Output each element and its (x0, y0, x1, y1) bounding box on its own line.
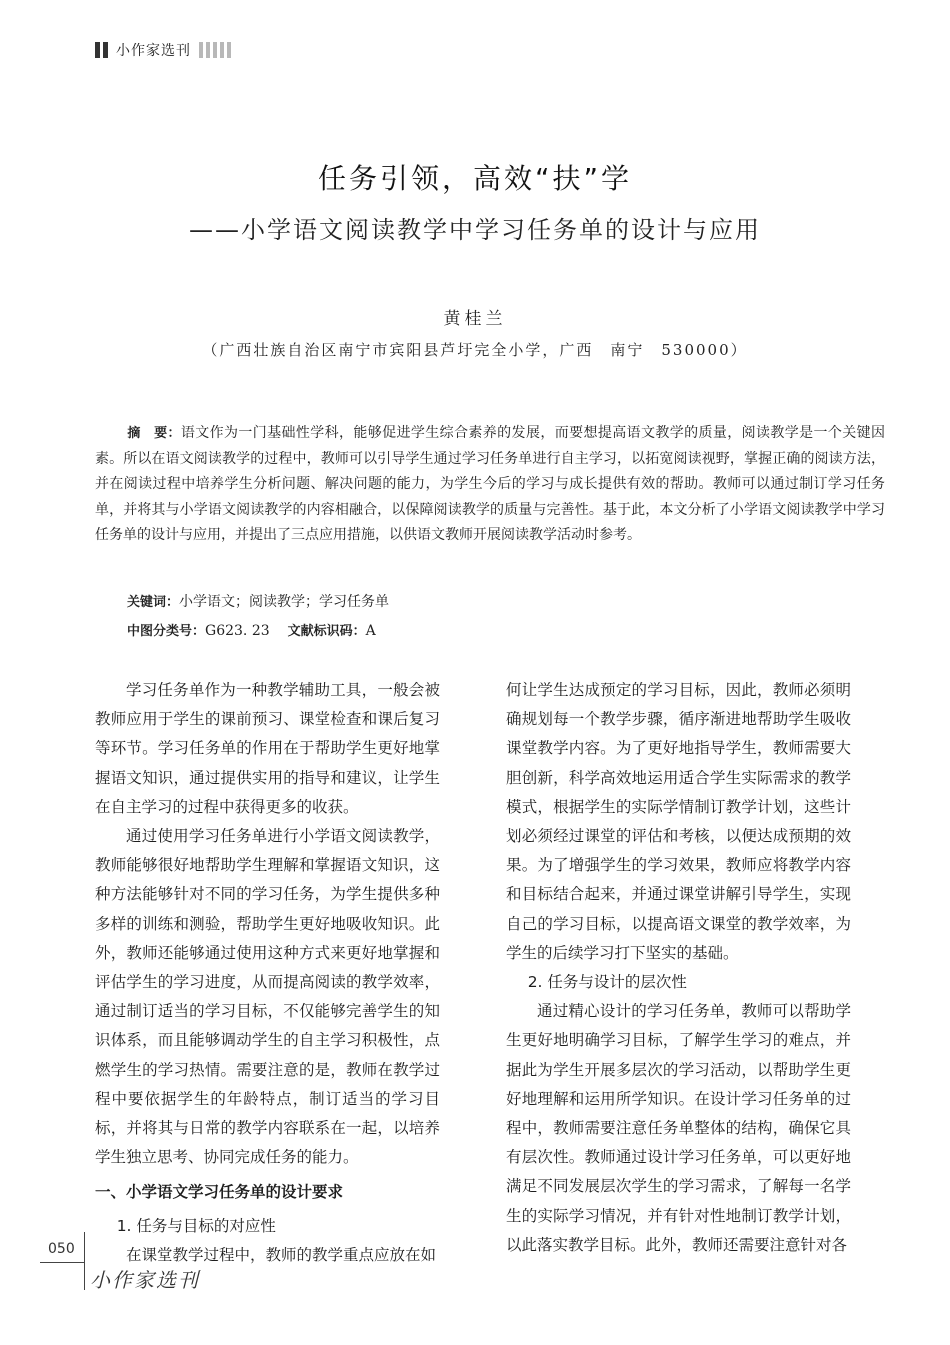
footer-journal-logo: 小作家选刊 (90, 1268, 200, 1292)
keywords-label: 关键词： (127, 595, 180, 610)
footer-rule-horizontal (40, 1262, 84, 1263)
author-name: 黄桂兰 (443, 309, 507, 329)
abstract-label: 摘 要： (127, 426, 181, 441)
body-paragraph: 何让学生达成预定的学习目标，因此，教师必须明确规划每一个教学步骤，循序渐进地帮助学生吸收课堂教学内容。为了更好地指导学生，教师需要大胆创新，科学高效地运用适合学生实际需求的教学模式，根据学生的实际学情制订教学计划，这些计划必须经过课堂的评估和考核，以便达成预期的效果。为了增强学生的学习效果，教师应将教学内容和目标结合起来，并通过课堂讲解引导学生，实现自己的学习目标，以提高语文课堂的教学效率，为学生的后续学习打下坚实的基础。 (506, 681, 851, 962)
clc-label: 中图分类号： (127, 624, 206, 639)
clc-value: G623. 23 (205, 623, 270, 639)
doc-code-value: A (365, 623, 376, 639)
page-number: 050 (48, 1241, 75, 1257)
abstract-text: 语文作为一门基础性学科，能够促进学生综合素养的发展，而要想提高语文教学的质量，阅读教学是一个关键因素。所以在语文阅读教学的过程中，教师可以引导学生通过学习任务单进行自主学习，以拓宽阅读视野，掌握正确的阅读方法，并在阅读过程中培养学生分析问题、解决问题的能力，为学生今后的学习与成长提供有效的帮助。教师可以通过制订学习任务单，并将其与小学语文阅读教学的内容相融合，以保障阅读教学的质量与完善性。基于此，本文分析了小学语文阅读教学中学习任务单的设计与应用，并提出了三点应用措施，以供语文教师开展阅读教学活动时参考。 (95, 425, 885, 544)
header-bars-left-icon (95, 42, 108, 58)
author-affiliation: （广西壮族自治区南宁市宾阳县芦圩完全小学，广西 南宁 530000） (202, 341, 748, 359)
body-paragraph: 学习任务单作为一种教学辅助工具，一般会被教师应用于学生的课前预习、课堂检查和课后复习等环节。学习任务单的作用在于帮助学生更好地掌握语文知识，通过提供实用的指导和建议，让学生在自主学习的过程中获得更多的收获。 (95, 681, 440, 816)
keywords-text: 小学语文；阅读教学；学习任务单 (179, 594, 390, 610)
body-column-right (506, 676, 851, 1260)
classification (127, 620, 376, 639)
abstract (95, 421, 885, 549)
keywords (127, 591, 389, 611)
header-bars-right-icon (199, 42, 231, 58)
body-column-left (95, 676, 440, 1270)
doc-code-label: 文献标识码： (287, 624, 366, 639)
section-heading: 一、小学语文学习任务单的设计要求 (95, 1183, 344, 1202)
article-title: 任务引领，高效“扶”学 (317, 162, 632, 195)
article-subtitle: ——小学语文阅读教学中学习任务单的设计与应用 (189, 216, 761, 244)
body-paragraph: 通过使用学习任务单进行小学语文阅读教学，教师能够很好地帮助学生理解和掌握语文知识，这种方法能够针对不同的学习任务，为学生提供多种多样的训练和测验，帮助学生更好地吸收知识。此外，教师还能够通过使用这种方式来更好地掌握和评估学生的学习进度，从而提高阅读的教学效率，通过制订适当的学习目标，不仅能够完善学生的知识体系，而且能够调动学生的自主学习积极性，点燃学生的学习热情。需要注意的是，教师在教学过程中要依据学生的年龄特点，制订适当的学习目标，并将其与日常的教学内容联系在一起，以培养学生独立思考、协同完成任务的能力。 (95, 827, 440, 1167)
running-header (95, 38, 231, 62)
subsection-heading: 2. 任务与设计的层次性 (527, 973, 687, 992)
subsection-heading: 1. 任务与目标的对应性 (116, 1216, 276, 1235)
body-paragraph: 在课堂教学过程中，教师的教学重点应放在如 (126, 1245, 437, 1264)
journal-name: 小作家选刊 (116, 43, 191, 59)
footer-rule-vertical (84, 1232, 85, 1290)
body-paragraph: 通过精心设计的学习任务单，教师可以帮助学生更好地明确学习目标，了解学生学习的难点，并据此为学生开展多层次的学习活动，以帮助学生更好地理解和运用所学知识。在设计学习任务单的过程中，教师需要注意任务单整体的结构，确保它具有层次性。教师通过设计学习任务单，可以更好地满足不同发展层次学生的学习需求，了解每一名学生的实际学习情况，并有针对性地制订教学计划，以此落实教学目标。此外，教师还需要注意针对各 (506, 1002, 851, 1254)
